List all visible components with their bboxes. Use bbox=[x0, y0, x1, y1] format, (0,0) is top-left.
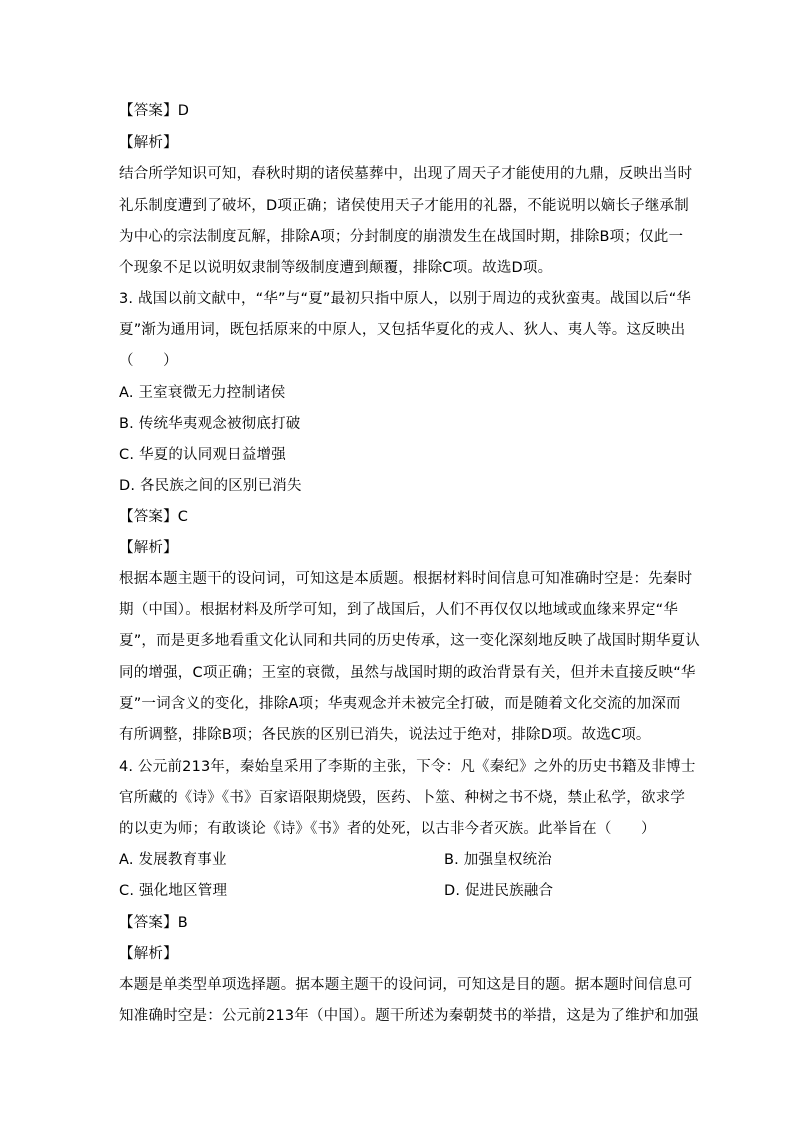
analysis-text: 夏”，而是更多地看重文化认同和共同的历史传承，这一变化深刻地反映了战国时期华夏认 bbox=[119, 633, 701, 649]
question-text: 4. 公元前213年，秦始皇采用了李斯的主张，下令：凡《秦纪》之外的历史书籍及非博士 bbox=[119, 759, 696, 775]
answer-label: 【答案】C bbox=[119, 509, 189, 525]
analysis-text: 结合所学知识可知，春秋时期的诸侯墓葬中，出现了周天子才能使用的九鼎，反映出当时 bbox=[119, 166, 693, 182]
option-b: B. 传统华夷观念被彻底打破 bbox=[119, 416, 301, 432]
analysis-text: 礼乐制度遭到了破坏，D项正确；诸侯使用天子才能用的礼器，不能说明以嫡长子继承制 bbox=[119, 198, 689, 214]
option-a: A. 发展教育事业 bbox=[119, 852, 227, 868]
option-b: B. 加强皇权统治 bbox=[444, 852, 552, 868]
analysis-label: 【解析】 bbox=[119, 946, 178, 962]
analysis-text: 知准确时空是：公元前213年（中国）。题干所述为秦朝焚书的举措，这是为了维护和加强 bbox=[119, 1008, 699, 1024]
analysis-text: 期（中国）。根据材料及所学可知，到了战国后，人们不再仅仅以地域或血缘来界定“华 bbox=[119, 602, 679, 618]
question-text: 官所藏的《诗》《书》百家语限期烧毁，医药、卜筮、种树之书不烧，禁止私学，欲求学 bbox=[119, 790, 686, 806]
option-d: D. 促进民族融合 bbox=[444, 883, 554, 899]
option-c: C. 强化地区管理 bbox=[119, 883, 228, 899]
analysis-text: 根据本题主题干的设问词，可知这是本质题。根据材料时间信息可知准确时空是：先秦时 bbox=[119, 571, 693, 587]
question-text: 的以吏为师；有敢谈论《诗》《书》者的处死，以古非今者灭族。此举旨在（ ） bbox=[119, 821, 656, 837]
analysis-label: 【解析】 bbox=[119, 135, 178, 151]
analysis-text: 个现象不足以说明奴隶制等级制度遭到颠覆，排除C项。故选D项。 bbox=[119, 260, 553, 276]
question-blank: （ ） bbox=[119, 353, 178, 369]
answer-label: 【答案】D bbox=[119, 103, 190, 119]
analysis-label: 【解析】 bbox=[119, 540, 178, 556]
analysis-text: 夏”一词含义的变化，排除A项；华夷观念并未被完全打破，而是随着文化交流的加深而 bbox=[119, 696, 681, 712]
question-text: 夏”渐为通用词，既包括原来的中原人，又包括华夏化的戎人、狄人、夷人等。这反映出 bbox=[119, 322, 686, 338]
option-d: D. 各民族之间的区别已消失 bbox=[119, 478, 302, 494]
option-a: A. 王室衰微无力控制诸侯 bbox=[119, 385, 286, 401]
analysis-text: 同的增强，C项正确；王室的衰微，虽然与战国时期的政治背景有关，但并未直接反映“华 bbox=[119, 665, 696, 681]
answer-label: 【答案】B bbox=[119, 915, 188, 931]
analysis-text: 本题是单类型单项选择题。据本题主题干的设问词，可知这是目的题。据本题时间信息可 bbox=[119, 977, 693, 993]
option-c: C. 华夏的认同观日益增强 bbox=[119, 447, 286, 463]
question-text: 3. 战国以前文献中，“华”与“夏”最初只指中原人，以别于周边的戎狄蛮夷。战国以后“华 bbox=[119, 291, 692, 307]
analysis-text: 有所调整，排除B项；各民族的区别已消失，说法过于绝对，排除D项。故选C项。 bbox=[119, 727, 651, 743]
analysis-text: 为中心的宗法制度瓦解，排除A项；分封制度的崩溃发生在战国时期，排除B项；仅此一 bbox=[119, 229, 684, 245]
